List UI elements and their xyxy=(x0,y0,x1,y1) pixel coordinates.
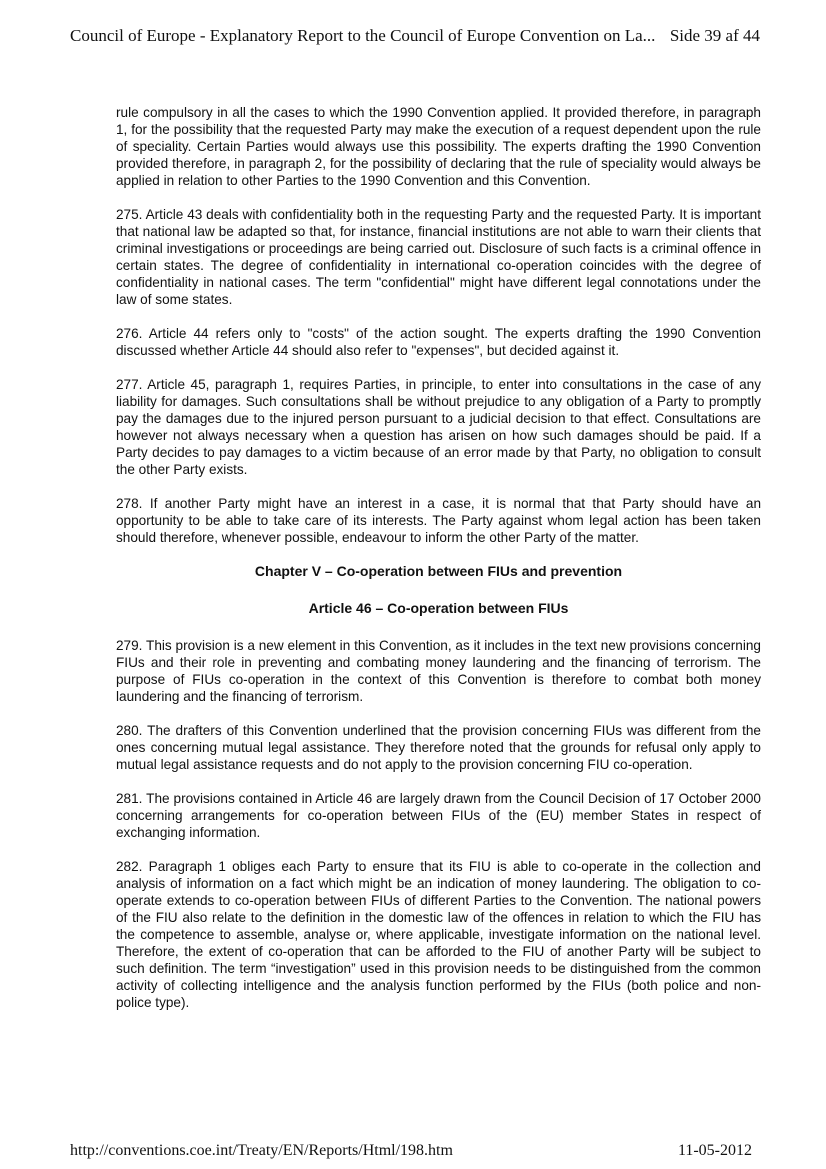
paragraph-275: 275. Article 43 deals with confidentiality both in the requesting Party and the requested Party. It is important that national law be adapted so that, for instance, financial institutions are not able to warn their clients that criminal investigations or proceedings are being carried out. Disclosure of such facts is a criminal offence in certain states. The degree of confidentiality in international co-operation coincides with the degree of confidentiality in national cases. The term "confidential" might have different legal connotations under the law of some states. xyxy=(116,207,761,307)
print-date: 11-05-2012 xyxy=(677,1142,752,1159)
page-number: Side 39 af 44 xyxy=(669,26,760,45)
paragraph-278: 278. If another Party might have an interest in a case, it is normal that that Party should have an opportunity to be able to take care of its interests. The Party against whom legal action has been taken should therefore, whenever possible, endeavour to inform the other Party of the matter. xyxy=(116,496,761,545)
page-footer xyxy=(70,1142,752,1160)
paragraph-276: 276. Article 44 refers only to "costs" of the action sought. The experts drafting the 1990 Convention discussed whether Article 44 should also refer to "expenses", but decided against it. xyxy=(116,326,761,358)
paragraph-277: 277. Article 45, paragraph 1, requires Parties, in principle, to enter into consultations in the case of any liability for damages. Such consultations shall be without prejudice to any obligation of a Party to promptly pay the damages due to the injured person pursuant to a judicial decision to that effect. Consultations are however not always necessary when a question has arisen on how such damages should be paid. If a Party decides to pay damages to a victim because of an error made by that Party, no obligation to consult the other Party exists. xyxy=(116,377,761,477)
document-body xyxy=(116,104,761,1028)
page-header xyxy=(70,26,760,46)
document-title: Council of Europe - Explanatory Report to the Council of Europe Convention on La... xyxy=(70,26,656,45)
paragraph: rule compulsory in all the cases to which the 1990 Convention applied. It provided therefore, in paragraph 1, for the possibility that the requested Party may make the execution of a request dependent upon the rule of speciality. Certain Parties would always use this possibility. The experts drafting the 1990 Convention provided therefore, in paragraph 2, for the possibility of declaring that the rule of speciality would always be applied in relation to other Parties to the 1990 Convention and this Convention. xyxy=(116,105,761,188)
paragraph-280: 280. The drafters of this Convention underlined that the provision concerning FIUs was different from the ones concerning mutual legal assistance. They therefore noted that the grounds for refusal only apply to mutual legal assistance requests and do not apply to the provision concerning FIU co-operation. xyxy=(116,723,761,772)
article-heading: Article 46 – Co-operation between FIUs xyxy=(308,600,569,616)
source-url[interactable]: http://conventions.coe.int/Treaty/EN/Reports/Html/198.htm xyxy=(70,1142,453,1159)
paragraph-279: 279. This provision is a new element in this Convention, as it includes in the text new provisions concerning FIUs and their role in preventing and combating money laundering and the financing of terrorism. The purpose of FIUs co-operation in the context of this Convention is therefore to combat both money laundering and the financing of terrorism. xyxy=(116,638,761,704)
paragraph-282: 282. Paragraph 1 obliges each Party to ensure that its FIU is able to co-operate in the collection and analysis of information on a fact which might be an indication of money laundering. The obligation to co-operate extends to co-operation between FIUs of different Parties to the Convention. The national powers of the FIU also relate to the definition in the domestic law of the offences in relation to which the FIU has the competence to assemble, analyse or, where applicable, investigate information on the national level. Therefore, the extent of co-operation that can be afforded to the FIU of another Party will be subject to such definition. The term “investigation” used in this provision needs to be distinguished from the common activity of collecting intelligence and the analysis function performed by the FIUs (both police and non-police type). xyxy=(116,859,761,1010)
chapter-heading: Chapter V – Co-operation between FIUs and prevention xyxy=(254,563,623,579)
paragraph-281: 281. The provisions contained in Article 46 are largely drawn from the Council Decision of 17 October 2000 concerning arrangements for co-operation between FIUs of the (EU) member States in respect of exchanging information. xyxy=(116,791,761,840)
